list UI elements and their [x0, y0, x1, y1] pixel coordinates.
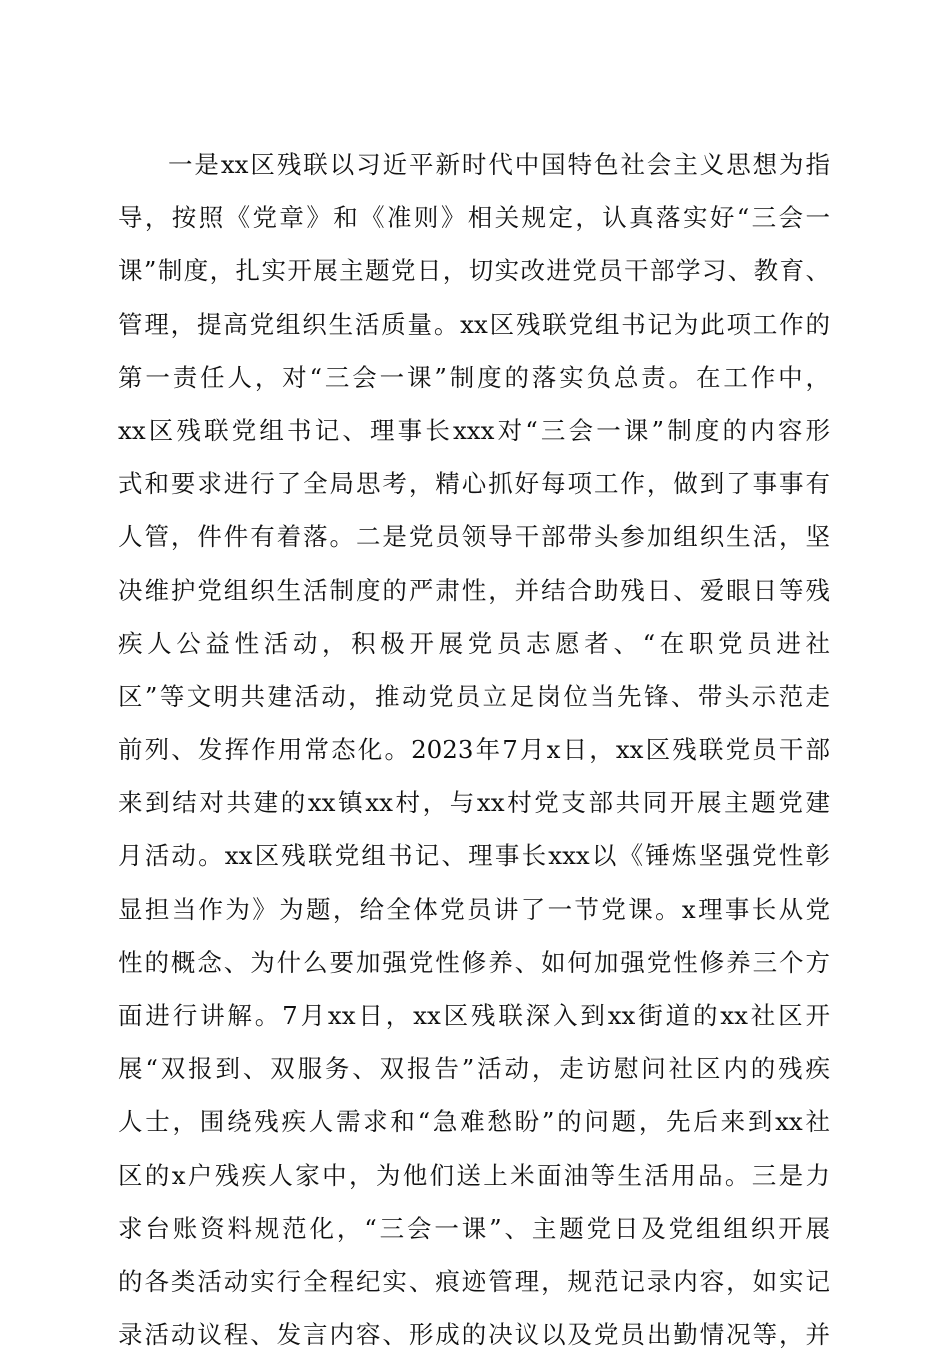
- text-line: 人士，围绕残疾人需求和“急难愁盼”的问题，先后来到xx社: [118, 1107, 830, 1137]
- text-line: 一是xx区残联以习近平新时代中国特色社会主义思想为指: [168, 150, 830, 179]
- text-line: 前列、发挥作用常态化。2023年7月x日，xx区残联党员干部: [118, 735, 830, 765]
- text-line: 课”制度，扎实开展主题党日，切实改进党员干部学习、教育、: [118, 256, 830, 286]
- text-line: 展“双报到、双服务、双报告”活动，走访慰问社区内的残疾: [118, 1054, 830, 1084]
- text-line: 显担当作为》为题，给全体党员讲了一节党课。x理事长从党: [118, 894, 830, 924]
- text-line: xx区残联党组书记、理事长xxx对“三会一课”制度的内容形: [118, 415, 830, 445]
- text-line: 的各类活动实行全程纪实、痕迹管理，规范记录内容，如实记: [118, 1266, 830, 1296]
- text-line: 区”等文明共建活动，推动党员立足岗位当先锋、带头示范走: [118, 681, 830, 711]
- text-line: 疾人公益性活动，积极开展党员志愿者、“在职党员进社: [118, 628, 830, 658]
- text-line: 性的概念、为什么要加强党性修养、如何加强党性修养三个方: [118, 947, 830, 977]
- text-line: 人管，件件有着落。二是党员领导干部带头参加组织生活，坚: [118, 522, 830, 552]
- text-line: 来到结对共建的xx镇xx村，与xx村党支部共同开展主题党建: [118, 788, 830, 818]
- text-line: 决维护党组织生活制度的严肃性，并结合助残日、爱眼日等残: [118, 575, 830, 605]
- text-line: 区的x户残疾人家中，为他们送上米面油等生活用品。三是力: [118, 1160, 830, 1190]
- text-line: 月活动。xx区残联党组书记、理事长xxx以《锤炼坚强党性彰: [118, 841, 830, 871]
- text-line: 式和要求进行了全局思考，精心抓好每项工作，做到了事事有: [118, 469, 830, 499]
- text-line: 第一责任人，对“三会一课”制度的落实负总责。在工作中，: [118, 362, 830, 392]
- text-line: 求台账资料规范化，“三会一课”、主题党日及党组组织开展: [118, 1213, 830, 1243]
- body-paragraph: [118, 138, 830, 1361]
- text-line: 导，按照《党章》和《准则》相关规定，认真落实好“三会一: [118, 203, 830, 233]
- text-line: 录活动议程、发言内容、形成的决议以及党员出勤情况等，并: [118, 1320, 830, 1350]
- text-line: 管理，提高党组织生活质量。xx区残联党组书记为此项工作的: [118, 309, 830, 339]
- text-line: 面进行讲解。7月xx日，xx区残联深入到xx街道的xx社区开: [118, 1001, 830, 1030]
